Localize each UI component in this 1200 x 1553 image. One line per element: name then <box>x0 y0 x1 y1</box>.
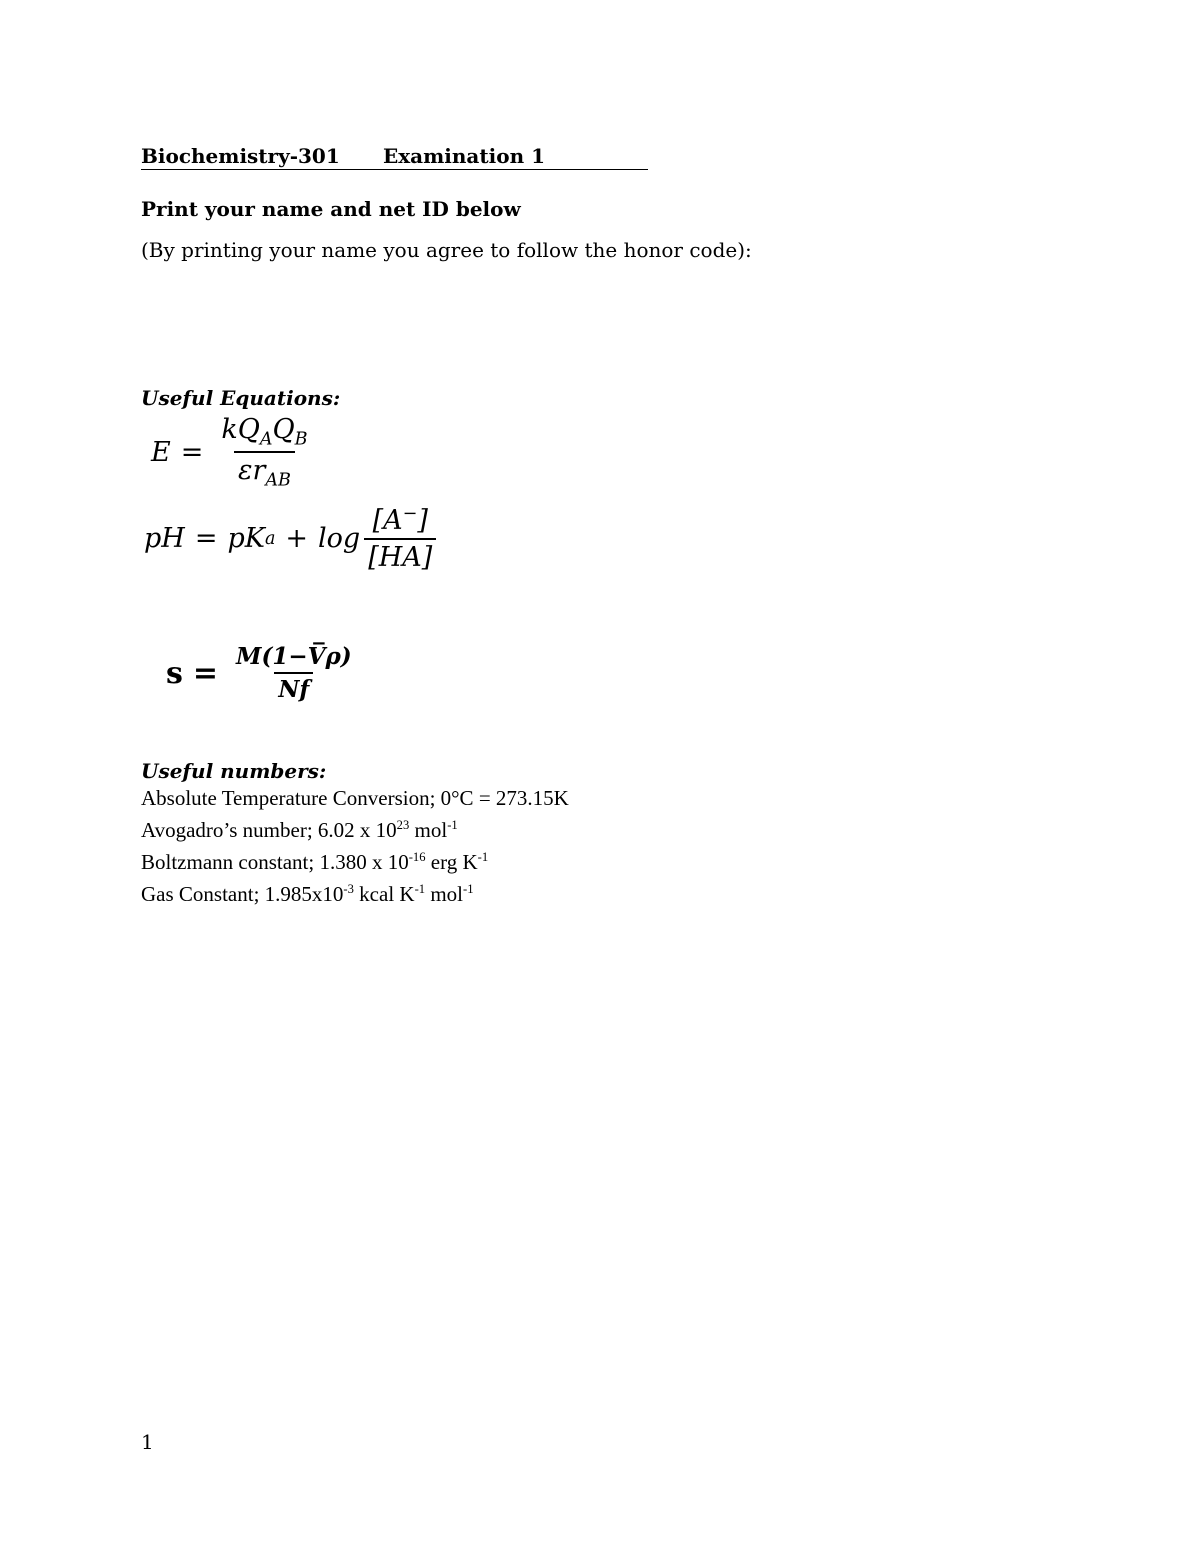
coulomb-equation <box>151 414 316 491</box>
coulomb-sub-ab: AB <box>265 470 291 491</box>
exam-title: Examination 1 <box>383 144 545 168</box>
hh-equals: = <box>194 523 218 554</box>
boltzmann-exponent: -16 <box>408 850 426 864</box>
svedberg-fraction <box>232 643 356 703</box>
hh-pk: pK <box>227 523 265 554</box>
course-title: Biochemistry-301 <box>141 144 340 168</box>
coulomb-k: k <box>221 414 238 445</box>
abs-temp-line: Absolute Temperature Conversion; 0°C = 273.15K <box>141 786 569 810</box>
henderson-hasselbalch-equation <box>144 504 440 573</box>
gas-value: Gas Constant; 1.985x10 <box>141 882 344 906</box>
coulomb-sub-b: B <box>294 429 308 450</box>
coulomb-qb: Q <box>272 414 295 445</box>
coulomb-denominator <box>234 451 295 490</box>
gas-unit-mol-exponent: -1 <box>463 882 474 896</box>
hh-plus: + <box>285 523 309 554</box>
hh-num-minus: − <box>402 504 418 524</box>
svedberg-denominator: Nf <box>274 672 313 703</box>
exam-header <box>141 143 648 170</box>
boltzmann-line <box>141 844 569 876</box>
avogadro-unit: mol <box>409 818 448 842</box>
gas-unit-k-exponent: -1 <box>414 882 426 896</box>
hh-sub-a: a <box>264 528 276 549</box>
hh-denominator: [HA] <box>364 538 436 573</box>
hh-log: log <box>318 523 361 554</box>
coulomb-fraction <box>217 414 311 491</box>
equations-heading: Useful Equations: <box>141 386 341 410</box>
avogadro-unit-exponent: -1 <box>447 818 458 832</box>
honor-code-note: (By printing your name you agree to follow the honor code): <box>141 238 752 262</box>
hh-num-close: ] <box>417 505 428 536</box>
gas-constant-line <box>141 876 569 908</box>
coulomb-numerator <box>217 414 311 451</box>
gas-exponent: -3 <box>343 882 354 896</box>
coulomb-equals: = <box>180 436 204 468</box>
name-prompt: Print your name and net ID below <box>141 197 521 221</box>
hh-lhs: pH <box>144 523 185 554</box>
svedberg-lhs: s <box>166 655 183 691</box>
coulomb-qa: Q <box>237 414 260 445</box>
coulomb-r: r <box>252 455 266 487</box>
boltzmann-value: Boltzmann constant; 1.380 x 10 <box>141 850 409 874</box>
hh-num-a: [A <box>372 505 403 536</box>
coulomb-lhs: E <box>151 436 171 468</box>
coulomb-sub-a: A <box>259 429 273 450</box>
svedberg-numerator: M(1−V̅ρ) <box>236 643 352 670</box>
gas-unit-k: kcal K <box>353 882 415 906</box>
avogadro-exponent: 23 <box>396 818 410 832</box>
numbers-heading: Useful numbers: <box>141 759 327 783</box>
avogadro-line <box>141 812 569 844</box>
useful-numbers-list <box>141 785 569 908</box>
boltzmann-unit-exponent: -1 <box>477 850 489 864</box>
page-number: 1 <box>141 1430 154 1454</box>
svedberg-equals: = <box>192 655 219 691</box>
boltzmann-unit: erg K <box>425 850 478 874</box>
svedberg-equation <box>166 643 360 703</box>
hh-numerator <box>369 504 432 538</box>
gas-unit-mol: mol <box>425 882 463 906</box>
hh-fraction <box>364 504 436 573</box>
avogadro-value: Avogadro’s number; 6.02 x 10 <box>141 818 397 842</box>
coulomb-epsilon: ε <box>237 455 253 487</box>
